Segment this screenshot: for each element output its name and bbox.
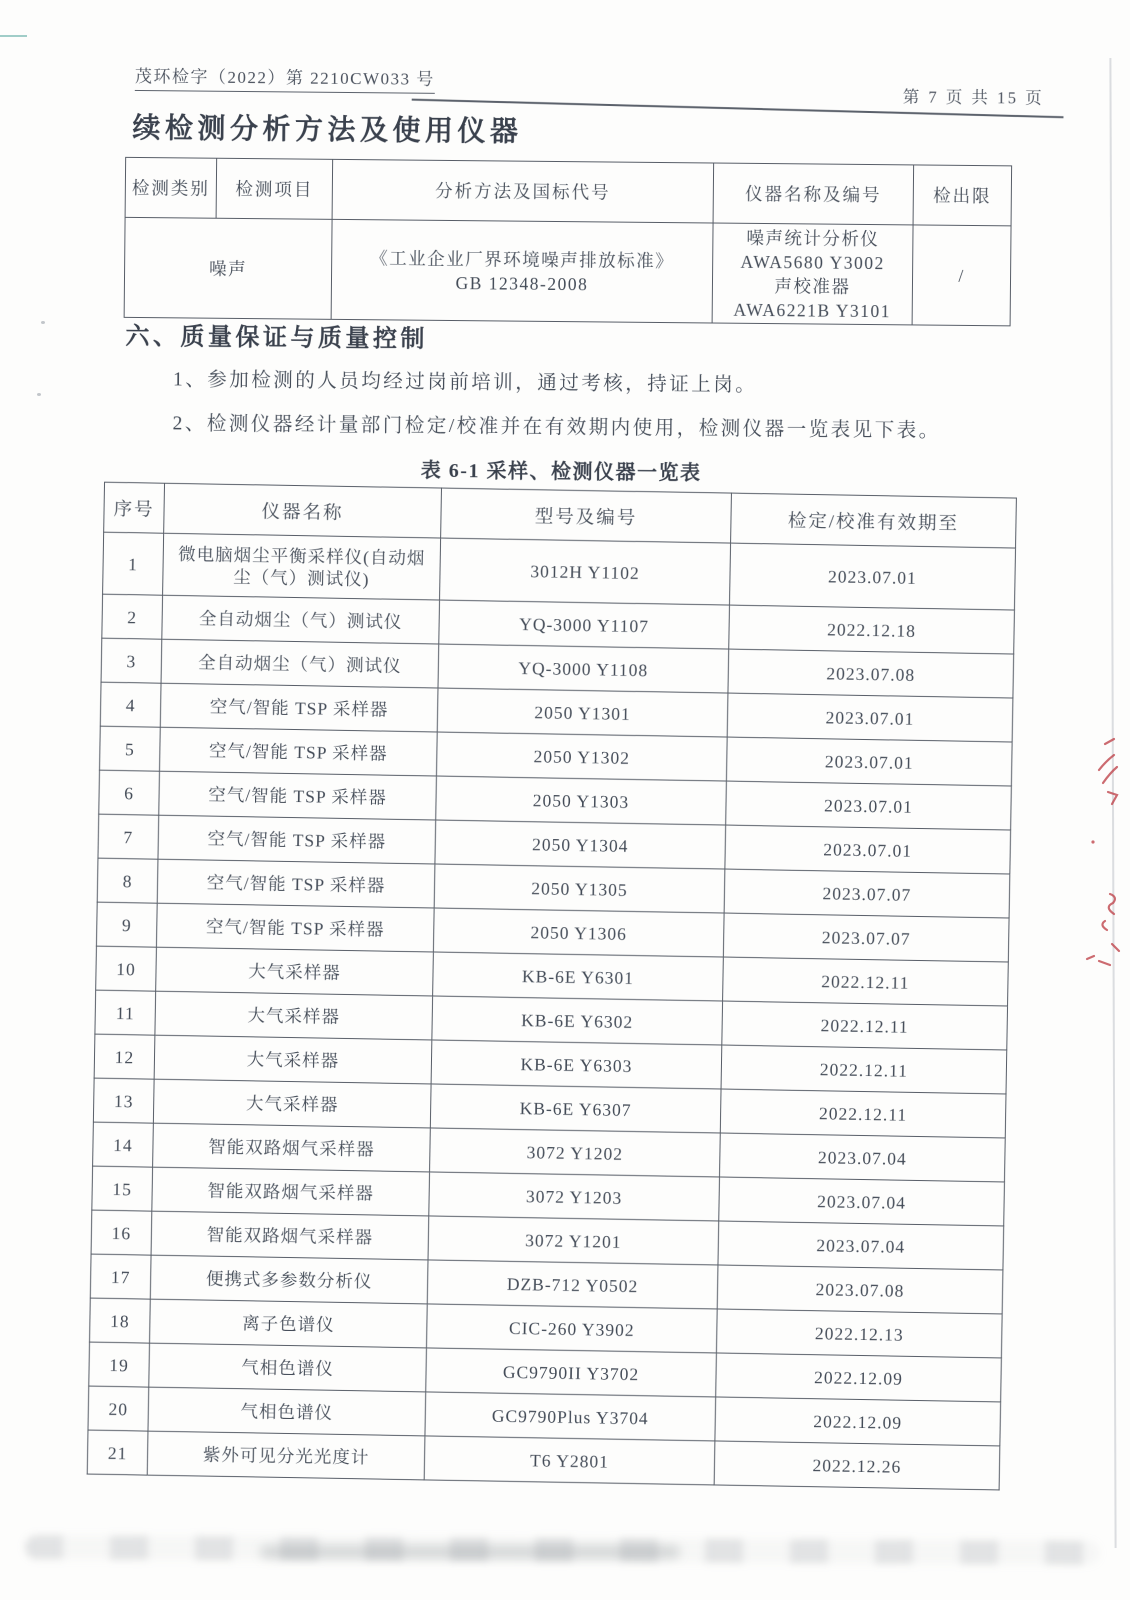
cell-serial-no: 16 [91,1210,152,1255]
cell-serial-no: 9 [96,902,157,947]
cell-serial-no: 2 [102,594,163,639]
cell-valid-until: 2023.07.04 [718,1221,1004,1270]
cell-serial-no: 13 [93,1078,154,1123]
page-indicator: 第 7 页 共 15 页 [902,87,1045,108]
cell-instrument-name: 大气采样器 [153,1079,431,1128]
cell-valid-until: 2023.07.04 [719,1177,1005,1226]
header-model-serial: 型号及编号 [441,488,732,543]
cell-valid-until: 2022.12.11 [722,1001,1008,1050]
cell-serial-no: 10 [96,946,157,991]
cell-model-serial: YQ-3000 Y1108 [438,644,729,693]
cell-valid-until: 2022.12.09 [716,1353,1002,1402]
method-line-2: GB 12348-2008 [455,272,589,294]
quality-item-1: 1、参加检测的人员均经过岗前培训，通过考核，持证上岗。 [172,369,758,396]
cell-serial-no: 17 [90,1254,151,1299]
cell-serial-no: 18 [90,1298,151,1343]
instrument-line-3: 声校准器 [774,275,851,297]
header-valid-until: 检定/校准有效期至 [731,493,1017,548]
cell-valid-until: 2023.07.08 [717,1265,1003,1314]
cell-instrument-name: 智能双路烟气采样器 [152,1167,430,1216]
section-heading: 六、质量保证与质量控制 [125,323,429,353]
cell-instrument-name: 空气/智能 TSP 采样器 [157,859,435,908]
instrument-line-1: 噪声统计分析仪 [746,227,880,249]
cell-instrument-name: 智能双路烟气采样器 [153,1123,431,1172]
cell-serial-no: 7 [98,814,159,859]
cell-instrument-name: 空气/智能 TSP 采样器 [160,727,438,776]
method-table-data-row [124,217,1011,326]
cell-model-serial: 2050 Y1301 [437,688,728,737]
header-serial-no: 序号 [104,482,165,533]
instrument-list-table [87,482,1017,1491]
cell-instrument-name: 离子色谱仪 [150,1299,428,1348]
cell-serial-no: 6 [99,770,160,815]
cell-instrument-name: 空气/智能 TSP 采样器 [160,683,438,732]
red-stamp-fragment [1072,728,1126,980]
cell-instrument-name: 智能双路烟气采样器 [151,1211,429,1260]
cell-serial-no: 1 [103,532,164,595]
instrument-line-2: AWA5680 Y3002 [740,251,885,273]
cell-instrument-name: 大气采样器 [156,947,434,996]
cell-detection-limit: / [912,225,1011,326]
cell-model-serial: YQ-3000 Y1107 [439,600,730,649]
cell-serial-no: 8 [97,858,158,903]
cell-valid-until: 2022.12.09 [715,1397,1001,1446]
cell-instrument-name: 空气/智能 TSP 采样器 [158,815,436,864]
cell-serial-no: 3 [101,638,162,683]
cell-instrument-name: 大气采样器 [155,991,433,1040]
cell-instrument-name: 大气采样器 [154,1035,432,1084]
cell-serial-no: 11 [95,990,156,1035]
cell-serial-no: 20 [88,1386,149,1431]
analysis-method-table [124,157,1013,327]
cell-model-serial: 3012H Y1102 [440,538,731,605]
cell-valid-until: 2023.07.01 [726,737,1012,786]
cell-model-serial: T6 Y2801 [424,1436,715,1485]
cell-instrument-name: 全自动烟尘（气）测试仪 [162,595,440,644]
cell-model-serial: 2050 Y1304 [435,820,726,869]
cell-valid-until: 2022.12.11 [720,1089,1006,1138]
scan-mark-teal [0,35,27,37]
method-table-header-row [125,157,1012,226]
cell-serial-no: 21 [87,1430,148,1475]
cell-model-serial: 3072 Y1201 [428,1216,719,1265]
cell-valid-until: 2022.12.13 [716,1309,1002,1358]
cell-model-serial: KB-6E Y6303 [431,1040,722,1089]
cell-valid-until: 2023.07.01 [729,543,1015,610]
header-instrument-name-no: 仪器名称及编号 [713,163,914,225]
page-title: 续检测分析方法及使用仪器 [132,112,523,148]
cell-instrument-name-no [712,223,913,325]
cell-instrument-name: 便携式多参数分析仪 [150,1255,428,1304]
cell-instrument-name: 全自动烟尘（气）测试仪 [161,639,439,688]
cell-valid-until: 2023.07.04 [720,1133,1006,1182]
instrument-table-body [87,532,1015,1490]
cell-valid-until: 2022.12.11 [723,957,1009,1006]
cell-model-serial: 3072 Y1202 [430,1128,721,1177]
header-instrument-name: 仪器名称 [164,483,442,538]
cell-serial-no: 15 [92,1166,153,1211]
table-caption: 表 6-1 采样、检测仪器一览表 [420,459,702,485]
cell-model-serial: KB-6E Y6302 [432,996,723,1045]
quality-item-2: 2、检测仪器经计量部门检定/校准并在有效期内使用，检测仪器一览表见下表。 [172,413,941,442]
scan-speck [41,321,45,324]
cell-valid-until: 2022.12.11 [721,1045,1007,1094]
cell-serial-no: 19 [89,1342,150,1387]
cell-valid-until: 2023.07.01 [727,693,1013,742]
cell-model-serial: KB-6E Y6301 [433,952,724,1001]
cell-model-serial: 2050 Y1306 [433,908,724,957]
cell-valid-until: 2023.07.01 [725,825,1011,874]
instrument-line-4: AWA6221B Y3101 [733,299,892,321]
cell-instrument-name: 紫外可见分光光度计 [147,1431,425,1480]
cell-valid-until: 2023.07.07 [724,869,1010,918]
cell-model-serial: 2050 Y1303 [436,776,727,825]
cell-instrument-name: 气相色谱仪 [149,1343,427,1392]
cell-test-category: 噪声 [124,217,332,319]
cell-model-serial: 2050 Y1302 [436,732,727,781]
cell-model-serial: GC9790II Y3702 [426,1348,717,1397]
header-analysis-method: 分析方法及国标代号 [332,159,714,223]
cell-serial-no: 5 [100,726,161,771]
cell-valid-until: 2022.12.18 [729,605,1015,654]
cell-serial-no: 4 [100,682,161,727]
scan-speck [37,393,41,396]
cell-valid-until: 2023.07.08 [728,649,1014,698]
cell-serial-no: 14 [93,1122,154,1167]
cell-valid-until: 2023.07.07 [723,913,1009,962]
cell-valid-until: 2023.07.01 [726,781,1012,830]
header-detection-limit: 检出限 [913,165,1012,226]
document-number: 茂环检字（2022）第 2210CW033 号 [135,62,435,94]
cell-instrument-name: 空气/智能 TSP 采样器 [156,903,434,952]
cell-instrument-name: 气相色谱仪 [148,1387,426,1436]
header-test-category: 检测类别 [125,157,217,218]
cell-model-serial: KB-6E Y6307 [430,1084,721,1133]
cell-instrument-name: 微电脑烟尘平衡采样仪(自动烟尘（气）测试仪) [163,533,441,600]
cell-model-serial: CIC-260 Y3902 [426,1304,717,1353]
scanner-smudge-blob [260,1545,680,1559]
cell-serial-no: 12 [94,1034,155,1079]
cell-analysis-method [331,219,713,323]
header-test-item: 检测项目 [216,158,333,219]
cell-model-serial: DZB-712 Y0502 [427,1260,718,1309]
method-line-1: 《工业企业厂界环境噪声排放标准》 [370,247,675,271]
cell-valid-until: 2022.12.26 [714,1441,1000,1490]
cell-model-serial: 2050 Y1305 [434,864,725,913]
cell-model-serial: GC9790Plus Y3704 [425,1392,716,1441]
cell-instrument-name: 空气/智能 TSP 采样器 [159,771,437,820]
cell-model-serial: 3072 Y1203 [429,1172,720,1221]
